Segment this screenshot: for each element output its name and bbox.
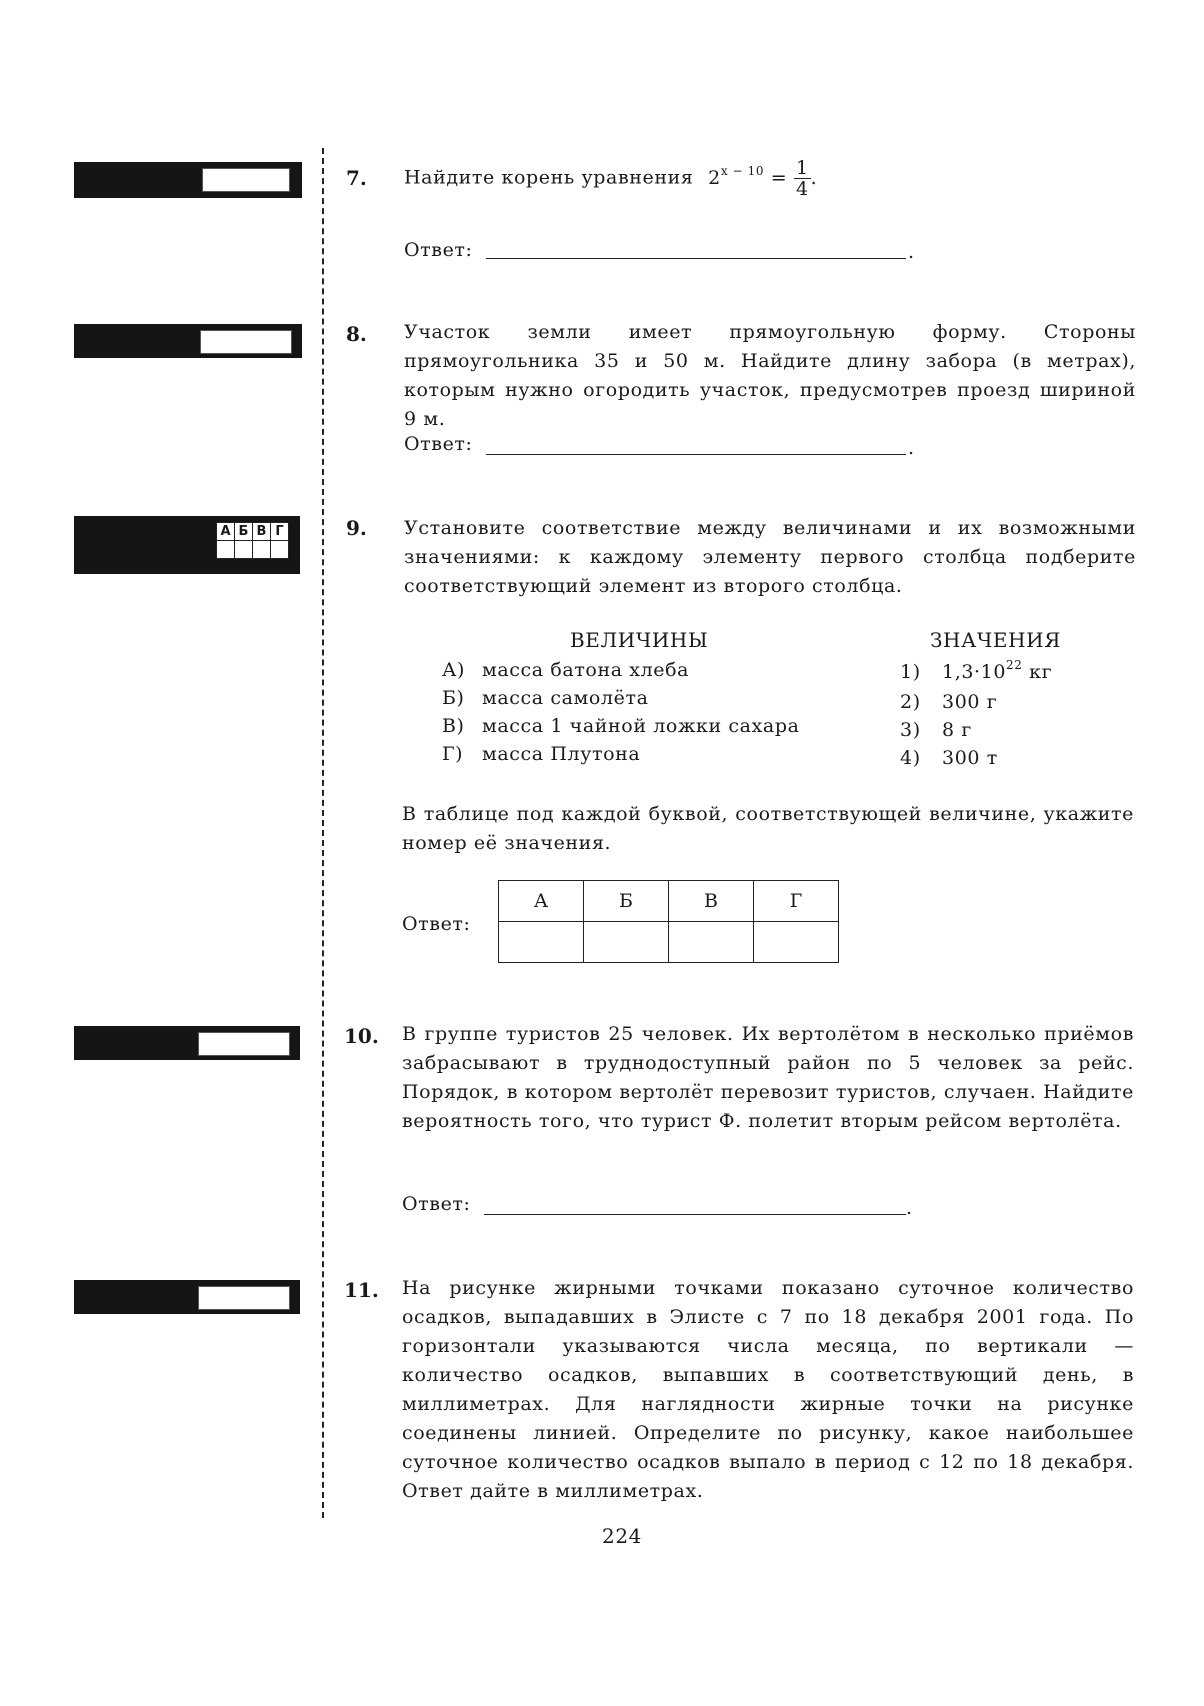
item-number: 3) [900,719,921,741]
equation [708,157,818,200]
list-item [900,658,1052,688]
answer-label: Ответ: [402,913,471,935]
problem-number: 8. [346,322,367,346]
answer-table [498,880,839,963]
problem-number: 11. [344,1278,379,1302]
item-letter: Г) [442,743,464,765]
table-header: В [669,881,754,922]
quantity-list [442,656,800,768]
table-header: Г [754,881,839,922]
problem-7-text [404,158,817,199]
column-header-quantities: ВЕЛИЧИНЫ [570,628,709,652]
table-header: А [499,881,584,922]
item-exponent: 22 [1006,658,1023,672]
problem-number: 10. [344,1024,379,1048]
item-text: масса самолёта [482,687,649,709]
answer-label: Ответ: [402,1193,471,1215]
item-letter: А) [442,659,466,681]
item-text: масса Плутона [482,743,641,765]
problem-text: Найдите корень уравнения [404,166,694,189]
grid-cell[interactable] [217,541,235,559]
problem-text: Установите соответствие между величинами и их возможными значениями: к каждому элементу первого столбца подберите соответствующий элемент из второго столбца. [404,517,1136,597]
grid-header: А [217,523,235,541]
table-answer-cell[interactable] [669,922,754,963]
item-text: масса батона хлеба [482,659,690,681]
item-value: 1,3·10 [942,661,1007,683]
answer-box-10 [74,1026,300,1060]
problem-number: 7. [346,166,367,190]
equation-equals: = [770,166,788,189]
item-text: масса 1 чайной ложки сахара [482,715,800,737]
answer-box-7 [74,162,302,198]
answer-line-dot: . [906,1197,913,1219]
problem-instruction: В таблице под каждой буквой, соответствующей величине, укажите номер её значения. [402,803,1134,854]
equation-end: . [810,166,818,189]
column-header-values: ЗНАЧЕНИЯ [930,628,1061,652]
grid-header: Б [235,523,253,541]
problem-text: Участок земли имеет прямоугольную форму. Стороны прямоугольника 35 и 50 м. Найдите длину забора (в метрах), которым нужно огородить участок, предусмотрев проезд шириной 9 м. [404,321,1136,430]
answer-box-field[interactable] [198,1032,290,1056]
list-item [900,744,1052,772]
list-item [900,716,1052,744]
answer-line[interactable] [486,454,906,455]
answer-line[interactable] [486,258,906,259]
item-value: 300 г [942,691,998,713]
answer-box-11 [74,1280,300,1314]
problem-text: На рисунке жирными точками показано суточное количество осадков, выпадавших в Элисте с 7 по 18 декабря 2001 года. По горизонтали указываются числа месяца, по вертикали — количество осадков, выпавших в соответствующий день, в миллиметрах. Для наглядности жирные точки на рисунке соединены линией. Определите по рисунку, какое наибольшее суточное количество осадков выпало в период с 12 по 18 декабря. Ответ дайте в миллиметрах. [402,1277,1134,1502]
list-item [442,656,800,684]
list-item [442,712,800,740]
page-number: 224 [602,1524,642,1548]
cut-line [322,148,324,1518]
list-item [900,688,1052,716]
grid-cell[interactable] [235,541,253,559]
answer-box-8 [74,324,302,358]
answer-box-field[interactable] [200,330,292,354]
problem-number: 9. [346,516,367,540]
item-number: 2) [900,691,921,713]
answer-box-9 [74,516,300,574]
grid-header: В [253,523,271,541]
answer-box-field[interactable] [198,1286,290,1310]
answer-label: Ответ: [404,433,473,455]
answer-line-dot: . [908,437,915,459]
answer-line-dot: . [908,241,915,263]
item-letter: Б) [442,687,465,709]
grid-cell[interactable] [271,541,289,559]
equation-exponent: x − 10 [720,163,765,178]
answer-line[interactable] [484,1214,906,1215]
table-answer-cell[interactable] [584,922,669,963]
item-unit: кг [1022,661,1053,683]
answer-box-field[interactable] [202,168,290,192]
item-value: 8 г [942,719,972,741]
problem-text: В группе туристов 25 человек. Их вертолётом в несколько приёмов забрасывают в труднодоступный район по 5 человек за рейс. Порядок, в котором вертолёт перевозит туристов, случаен. Найдите вероятность того, что турист Ф. полетит вторым рейсом вертолёта. [402,1023,1134,1132]
values-list [900,658,1052,772]
table-answer-cell[interactable] [754,922,839,963]
grid-header: Г [271,523,289,541]
table-header: Б [584,881,669,922]
item-value: 300 т [942,747,998,769]
item-letter: В) [442,715,465,737]
answer-label: Ответ: [404,239,473,261]
table-answer-cell[interactable] [499,922,584,963]
item-number: 4) [900,747,921,769]
equation-base: 2 [708,166,721,189]
item-number: 1) [900,661,921,683]
equation-fraction [794,158,811,199]
answer-letter-grid[interactable] [216,522,289,559]
fraction-numerator: 1 [795,157,809,179]
fraction-denominator: 4 [795,178,809,200]
list-item [442,684,800,712]
grid-cell[interactable] [253,541,271,559]
list-item [442,740,800,768]
